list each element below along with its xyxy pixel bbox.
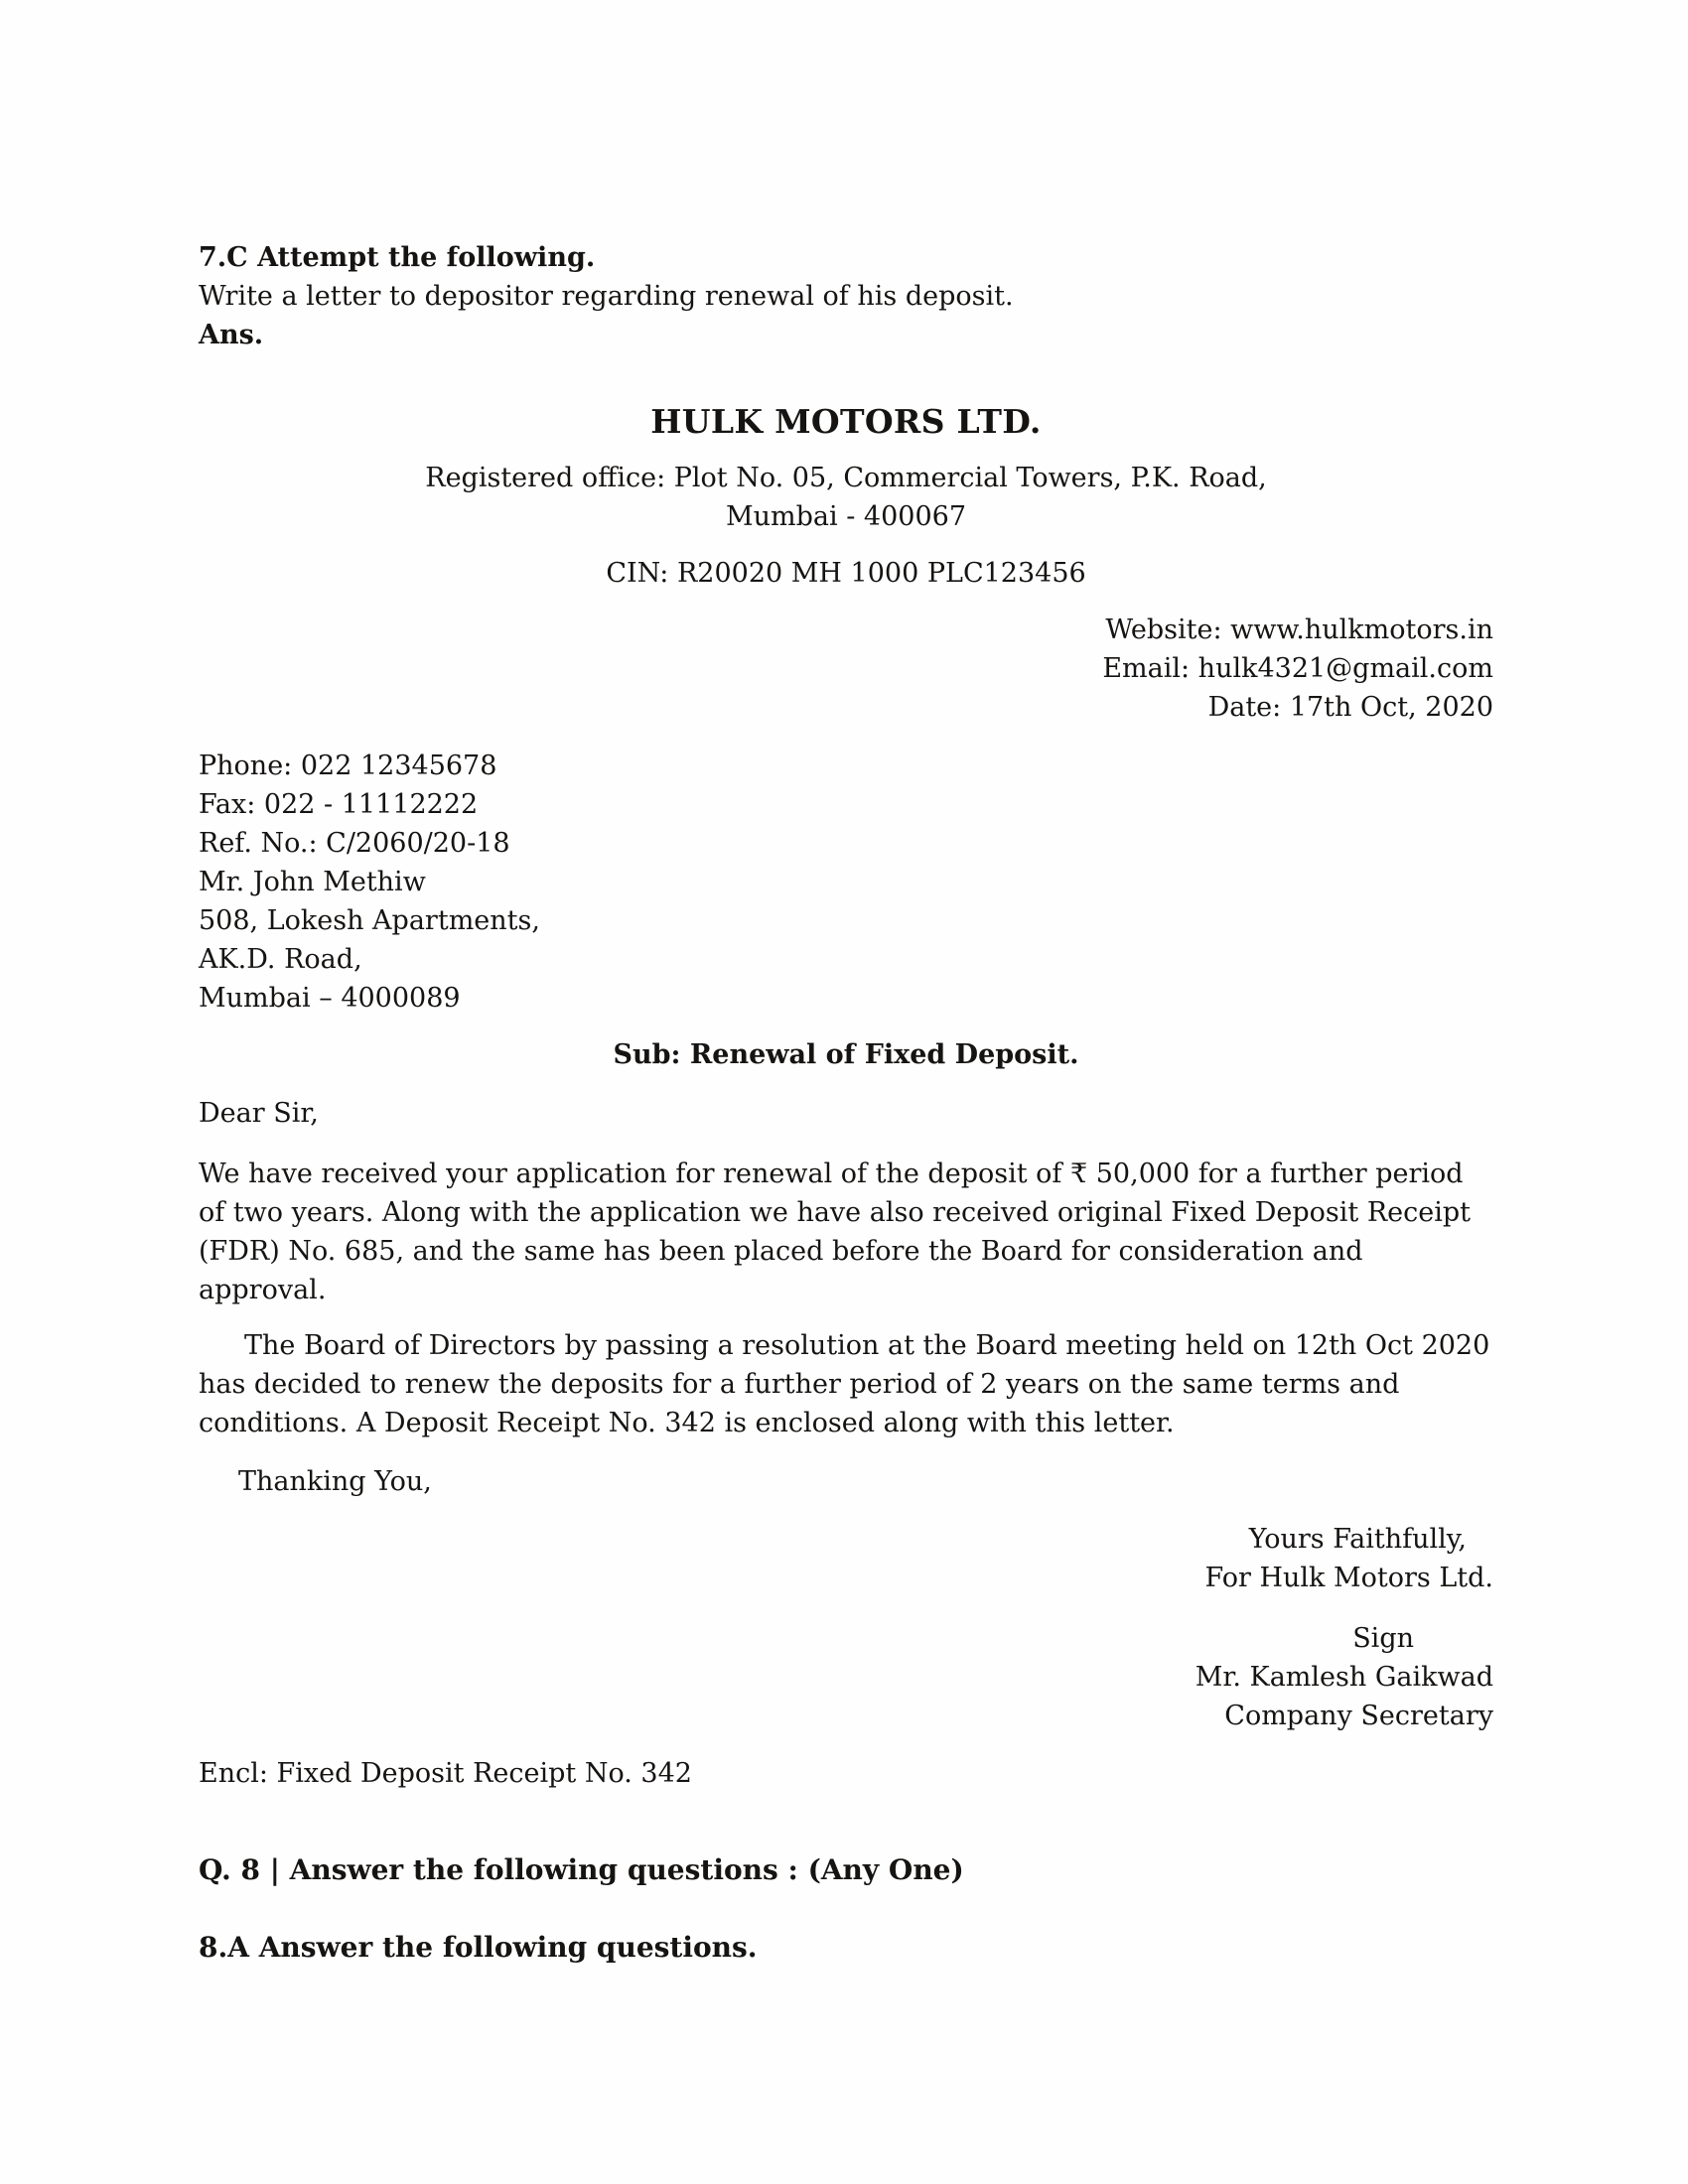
signatory-title: Company Secretary: [1224, 1701, 1493, 1731]
salutation: Dear Sir,: [199, 1098, 319, 1129]
ref-no-line: Ref. No.: C/2060/20-18: [199, 828, 510, 859]
contact-block: [199, 611, 1493, 727]
cin-line: CIN: R20020 MH 1000 PLC123456: [606, 558, 1086, 589]
body-paragraph-1: We have received your application for renewal of the deposit of ₹ 50,000 for a further period of two years. Along with the application we have also received original Fixed Deposit Receipt (FDR) No. 685, and the same has been placed before the Board for consideration and approval.: [199, 1159, 1472, 1305]
subject-line: Sub: Renewal of Fixed Deposit.: [613, 1039, 1079, 1070]
closing-faithfully: Yours Faithfully,: [1248, 1524, 1467, 1555]
registered-office-line-2: Mumbai - 400067: [725, 501, 966, 532]
fax-line: Fax: 022 - 11112222: [199, 789, 479, 820]
email-line: Email: hulk4321@gmail.com: [1102, 653, 1493, 684]
company-name: HULK MOTORS LTD.: [650, 402, 1042, 441]
registered-office-line-1: Registered office: Plot No. 05, Commercial Towers, P.K. Road,: [425, 463, 1267, 493]
signature-block: [199, 1619, 1493, 1735]
body-paragraph-2: The Board of Directors by passing a resolution at the Board meeting held on 12th Oct 2020 has decided to renew the deposits for a further period of 2 years on the same terms and conditions. A Deposit Receipt No. 342 is enclosed along with this letter.: [199, 1330, 1490, 1438]
closing-thanks: Thanking You,: [238, 1466, 432, 1497]
recipient-address-line-3: Mumbai – 4000089: [199, 983, 461, 1014]
recipient-name: Mr. John Methiw: [199, 867, 426, 897]
signatory-name: Mr. Kamlesh Gaikwad: [1195, 1662, 1493, 1693]
answer-label: Ans.: [199, 320, 264, 350]
recipient-address-line-1: 508, Lokesh Apartments,: [199, 905, 540, 936]
q8-header: Q. 8 | Answer the following questions : (Any One): [199, 1853, 964, 1886]
question-header: 7.C Attempt the following.: [199, 242, 596, 273]
enclosure-line: Encl: Fixed Deposit Receipt No. 342: [199, 1758, 692, 1789]
q8a-header: 8.A Answer the following questions.: [199, 1931, 758, 1964]
sender-recipient-block: [199, 747, 1493, 1018]
phone-line: Phone: 022 12345678: [199, 751, 497, 781]
sign-label: Sign: [1352, 1623, 1414, 1654]
question-text: Write a letter to depositor regarding renewal of his deposit.: [199, 281, 1014, 312]
closing-block: [199, 1520, 1493, 1597]
website-line: Website: www.hulkmotors.in: [1105, 614, 1493, 645]
date-line: Date: 17th Oct, 2020: [1207, 692, 1493, 723]
recipient-address-line-2: AK.D. Road,: [199, 944, 362, 975]
closing-for-company: For Hulk Motors Ltd.: [1204, 1563, 1493, 1593]
